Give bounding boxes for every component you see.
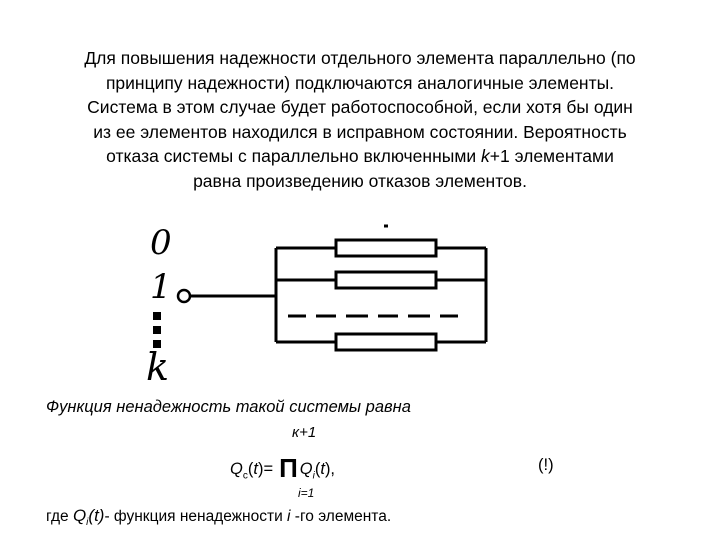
- q-symbol: Q: [299, 460, 313, 478]
- footnote-text: - функция ненадежности: [104, 508, 288, 525]
- formula-number: (!): [538, 456, 554, 474]
- i-variable: i: [287, 508, 291, 525]
- t-argument: (t): [88, 506, 105, 525]
- reliability-formula: [230, 453, 335, 484]
- circuit-wires: [178, 226, 486, 342]
- product-upper-limit: к+1: [292, 424, 317, 441]
- k-variable: k: [481, 146, 490, 166]
- intro-text: отказа системы с параллельно включенными: [106, 146, 481, 166]
- intro-line: Система в этом случае будет работоспособной, если хотя бы один: [87, 97, 633, 117]
- element-label-k: k: [146, 345, 170, 386]
- formula-paren: ): [257, 460, 264, 478]
- parallel-circuit-diagram: [136, 218, 516, 386]
- product-lower-limit: i=1: [298, 486, 315, 500]
- formula-paren: ),: [324, 460, 336, 478]
- q-symbol: Q: [230, 460, 243, 478]
- q-subscript: i: [86, 517, 89, 529]
- intro-text: +1 элементами: [489, 146, 614, 166]
- footnote-text: где: [46, 508, 73, 525]
- formula-paren: (: [314, 460, 321, 478]
- product-symbol: П: [279, 453, 298, 483]
- intro-paragraph: [30, 46, 690, 193]
- element-label-1: 1: [150, 267, 172, 307]
- formula-paren: (: [247, 460, 254, 478]
- ellipsis-dots: [153, 312, 161, 348]
- q-symbol: Q: [72, 506, 87, 525]
- resistor-1: [336, 272, 436, 288]
- footnote-text: -го элемента.: [290, 508, 392, 525]
- t-variable: t: [320, 460, 325, 478]
- footnote: [46, 506, 391, 528]
- q-subscript: i: [312, 470, 315, 482]
- equals-sign: =: [263, 460, 274, 478]
- element-label-0: 0: [150, 223, 172, 263]
- function-heading: Функция ненадежность такой системы равна: [46, 398, 411, 416]
- t-variable: t: [253, 460, 258, 478]
- intro-line: принципу надежности) подключаются аналогичные элементы.: [105, 72, 615, 93]
- intro-line: Для повышения надежности отдельного элемента параллельно (по: [84, 48, 636, 68]
- resistor-k: [336, 334, 436, 350]
- q-subscript: c: [242, 470, 248, 482]
- intro-line: из ее элементов находился в исправном состоянии. Вероятность: [93, 121, 627, 142]
- intro-line: равна произведению отказов элементов.: [193, 170, 527, 191]
- intro-line: [30, 144, 690, 169]
- resistor-0: [336, 240, 436, 256]
